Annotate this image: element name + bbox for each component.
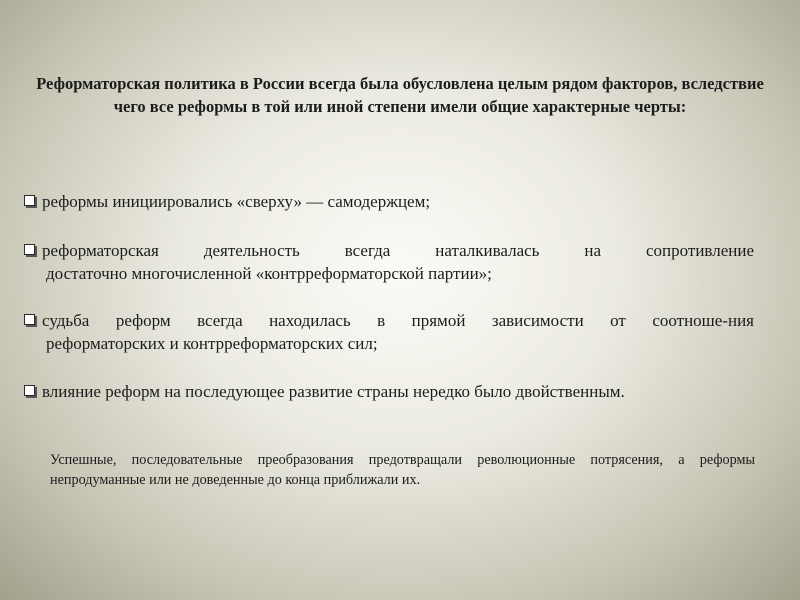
checkbox-bullet-icon xyxy=(24,314,35,325)
bullet-text-continued: достаточно многочисленной «контрреформаторской партии»; xyxy=(46,264,492,283)
bullet-item-3 xyxy=(24,309,754,355)
checkbox-bullet-icon xyxy=(24,244,35,255)
bullet-text: влияние реформ на последующее развитие страны нередко было двойственным. xyxy=(42,382,625,401)
slide-heading: Реформаторская политика в России всегда была обусловлена целым рядом факторов, вследствие чего все реформы в той или иной степени имели общие характерные черты: xyxy=(36,74,764,116)
bullet-item-4 xyxy=(24,380,754,403)
bullet-item-2 xyxy=(24,239,754,285)
checkbox-bullet-icon xyxy=(24,385,35,396)
bullet-text: судьба реформ всегда находилась в прямой зависимости от соотноше-ния xyxy=(42,311,754,330)
bullet-item-1 xyxy=(24,190,754,213)
checkbox-bullet-icon xyxy=(24,195,35,206)
conclusion-text: Успешные, последовательные преобразования предотвращали революционные потрясения, а реформы непродуманные или не доведенные до конца приближали их. xyxy=(50,452,755,488)
bullet-text: реформы инициировались «сверху» — самодержцем; xyxy=(42,192,431,211)
bullet-text: реформаторская деятельность всегда наталкивалась на сопротивление xyxy=(42,241,754,260)
bullet-text-continued: реформаторских и контрреформаторских сил; xyxy=(46,334,378,353)
